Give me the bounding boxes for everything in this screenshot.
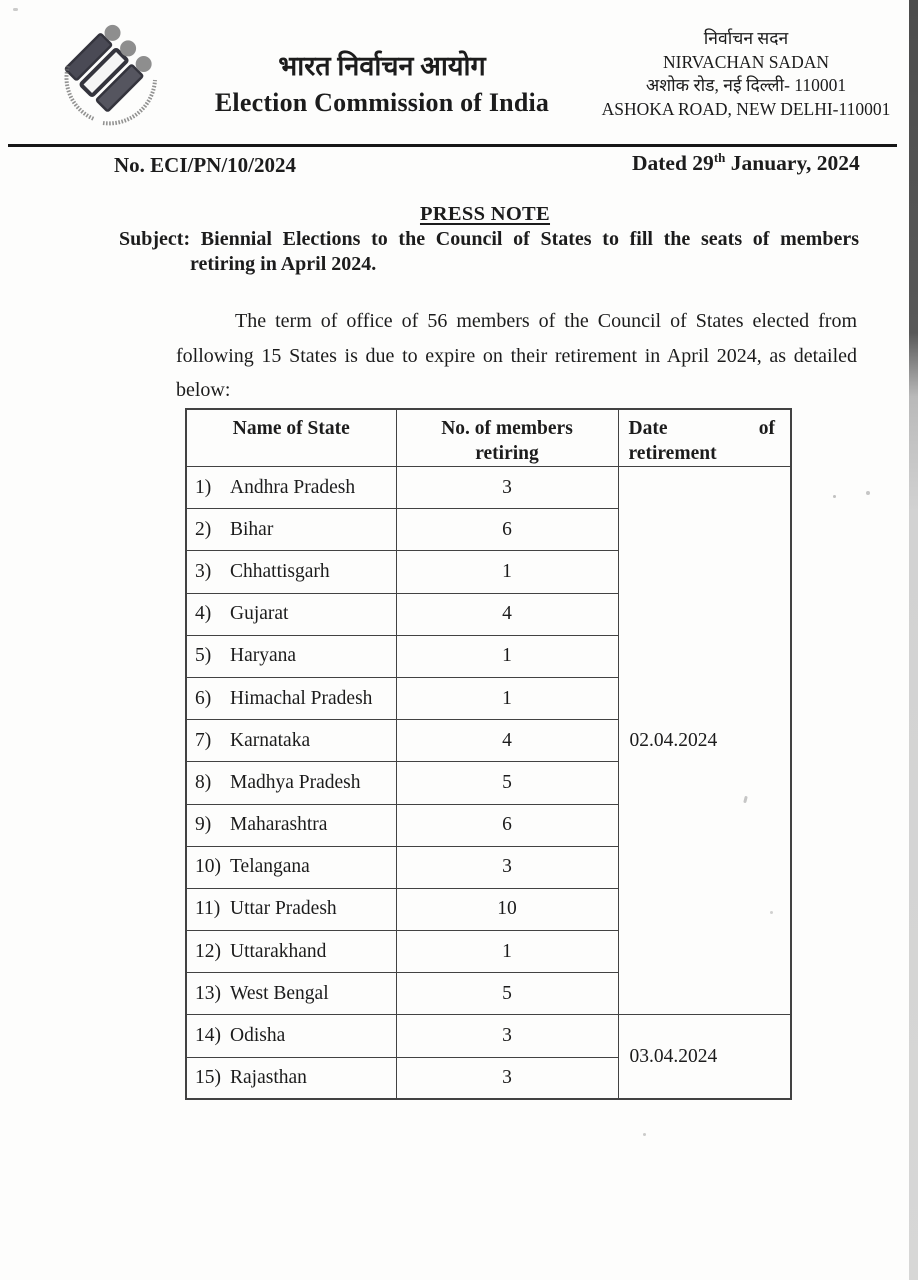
eci-logo bbox=[56, 22, 166, 131]
reference-number: No. ECI/PN/10/2024 bbox=[114, 153, 297, 177]
row-number: 9) bbox=[195, 814, 212, 836]
dated-line bbox=[632, 151, 860, 176]
state-cell bbox=[186, 1015, 396, 1057]
address-line-hindi-1: निर्वाचन सदन bbox=[703, 28, 789, 48]
state-name: Karnataka bbox=[230, 729, 311, 751]
body-line: following 15 States is due to expire on their retirement in April 2024, as detailed bbox=[176, 344, 857, 367]
row-number: 15) bbox=[195, 1066, 221, 1088]
org-title-english: Election Commission of India bbox=[214, 88, 550, 117]
table-row bbox=[186, 467, 791, 509]
state-name: Odisha bbox=[230, 1025, 286, 1047]
body-line: The term of office of 56 members of the Council of States elected from bbox=[235, 310, 857, 332]
member-count-cell: 5 bbox=[396, 762, 618, 804]
member-count-cell: 1 bbox=[396, 931, 618, 973]
state-name: Haryana bbox=[230, 645, 297, 667]
retirement-date-cell: 03.04.2024 bbox=[618, 1015, 791, 1099]
member-count-cell: 3 bbox=[396, 467, 618, 509]
table-row bbox=[186, 1015, 791, 1057]
member-count-cell: 6 bbox=[396, 509, 618, 551]
row-number: 5) bbox=[195, 645, 212, 667]
state-name: Maharashtra bbox=[230, 814, 328, 836]
retiring-members-table bbox=[185, 408, 792, 1100]
subject-line-1: Subject: Biennial Elections to the Council of States to fill the seats of members bbox=[119, 228, 859, 250]
table-header-row bbox=[186, 409, 791, 467]
row-number: 11) bbox=[195, 898, 221, 920]
member-count-cell: 1 bbox=[396, 635, 618, 677]
scan-speck bbox=[13, 8, 18, 11]
member-count-cell: 3 bbox=[396, 1015, 618, 1057]
dated-suffix: January, 2024 bbox=[725, 151, 860, 175]
state-name: West Bengal bbox=[230, 982, 329, 1004]
row-number: 4) bbox=[195, 603, 212, 625]
scan-edge-strip bbox=[909, 0, 918, 1280]
col-header-members-line2: retiring bbox=[475, 443, 539, 464]
scan-speck bbox=[866, 491, 870, 495]
row-number: 2) bbox=[195, 518, 212, 540]
member-count-cell: 4 bbox=[396, 593, 618, 635]
row-number: 6) bbox=[195, 687, 212, 709]
address-line-en-1: NIRVACHAN SADAN bbox=[662, 51, 829, 72]
subject-block bbox=[119, 227, 859, 276]
row-number: 13) bbox=[195, 982, 221, 1004]
body-paragraph bbox=[176, 304, 857, 408]
state-name: Andhra Pradesh bbox=[230, 476, 356, 498]
eci-logo-graphic bbox=[56, 22, 166, 126]
state-cell bbox=[186, 973, 396, 1015]
col-header-date-word: Date bbox=[628, 418, 668, 439]
state-cell bbox=[186, 888, 396, 930]
state-cell bbox=[186, 677, 396, 719]
col-header-of-word: of bbox=[758, 418, 775, 439]
body-line: below: bbox=[176, 379, 231, 401]
col-header-date bbox=[618, 409, 791, 467]
state-cell bbox=[186, 846, 396, 888]
member-count-cell: 3 bbox=[396, 1057, 618, 1099]
subject-line-2: retiring in April 2024. bbox=[190, 252, 377, 275]
member-count-cell: 6 bbox=[396, 804, 618, 846]
state-table-body bbox=[186, 467, 791, 1100]
dated-ordinal: th bbox=[713, 149, 726, 165]
state-cell bbox=[186, 593, 396, 635]
row-number: 1) bbox=[195, 476, 212, 498]
col-header-members bbox=[396, 409, 618, 467]
member-count-cell: 1 bbox=[396, 551, 618, 593]
letterhead-address bbox=[586, 27, 906, 121]
address-line-en-2: ASHOKA ROAD, NEW DELHI-110001 bbox=[601, 98, 891, 119]
row-number: 10) bbox=[195, 856, 221, 878]
press-note-title: PRESS NOTE bbox=[419, 203, 551, 225]
state-name: Rajasthan bbox=[230, 1066, 307, 1088]
state-name: Chhattisgarh bbox=[230, 560, 330, 582]
col-header-retirement-word: retirement bbox=[628, 443, 717, 464]
state-cell bbox=[186, 931, 396, 973]
dated-prefix: Dated 29 bbox=[632, 151, 714, 175]
scan-speck bbox=[833, 495, 836, 498]
state-cell bbox=[186, 551, 396, 593]
row-number: 3) bbox=[195, 560, 212, 582]
member-count-cell: 1 bbox=[396, 677, 618, 719]
state-name: Uttarakhand bbox=[230, 940, 327, 962]
state-cell bbox=[186, 720, 396, 762]
row-number: 12) bbox=[195, 940, 221, 962]
state-name: Telangana bbox=[230, 856, 310, 878]
letterhead-divider bbox=[8, 144, 897, 147]
scan-speck bbox=[643, 1133, 646, 1136]
member-count-cell: 3 bbox=[396, 846, 618, 888]
letterhead-center bbox=[196, 50, 568, 118]
state-name: Bihar bbox=[230, 518, 274, 540]
state-cell bbox=[186, 635, 396, 677]
member-count-cell: 4 bbox=[396, 720, 618, 762]
row-number: 8) bbox=[195, 771, 212, 793]
state-cell bbox=[186, 1057, 396, 1099]
row-number: 7) bbox=[195, 729, 212, 751]
row-number: 14) bbox=[195, 1025, 221, 1047]
state-cell bbox=[186, 467, 396, 509]
col-header-members-line1: No. of members bbox=[441, 418, 573, 439]
org-title-hindi: भारत निर्वाचन आयोग bbox=[278, 51, 486, 81]
state-name: Gujarat bbox=[230, 603, 289, 625]
state-name: Uttar Pradesh bbox=[230, 898, 337, 920]
member-count-cell: 10 bbox=[396, 888, 618, 930]
col-header-state: Name of State bbox=[186, 409, 396, 467]
state-name: Himachal Pradesh bbox=[230, 687, 373, 709]
member-count-cell: 5 bbox=[396, 973, 618, 1015]
state-cell bbox=[186, 762, 396, 804]
state-cell bbox=[186, 509, 396, 551]
retirement-date-cell: 02.04.2024 bbox=[618, 467, 791, 1015]
state-name: Madhya Pradesh bbox=[230, 771, 361, 793]
address-line-hindi-2: अशोक रोड, नई दिल्ली- 110001 bbox=[645, 75, 847, 95]
state-cell bbox=[186, 804, 396, 846]
